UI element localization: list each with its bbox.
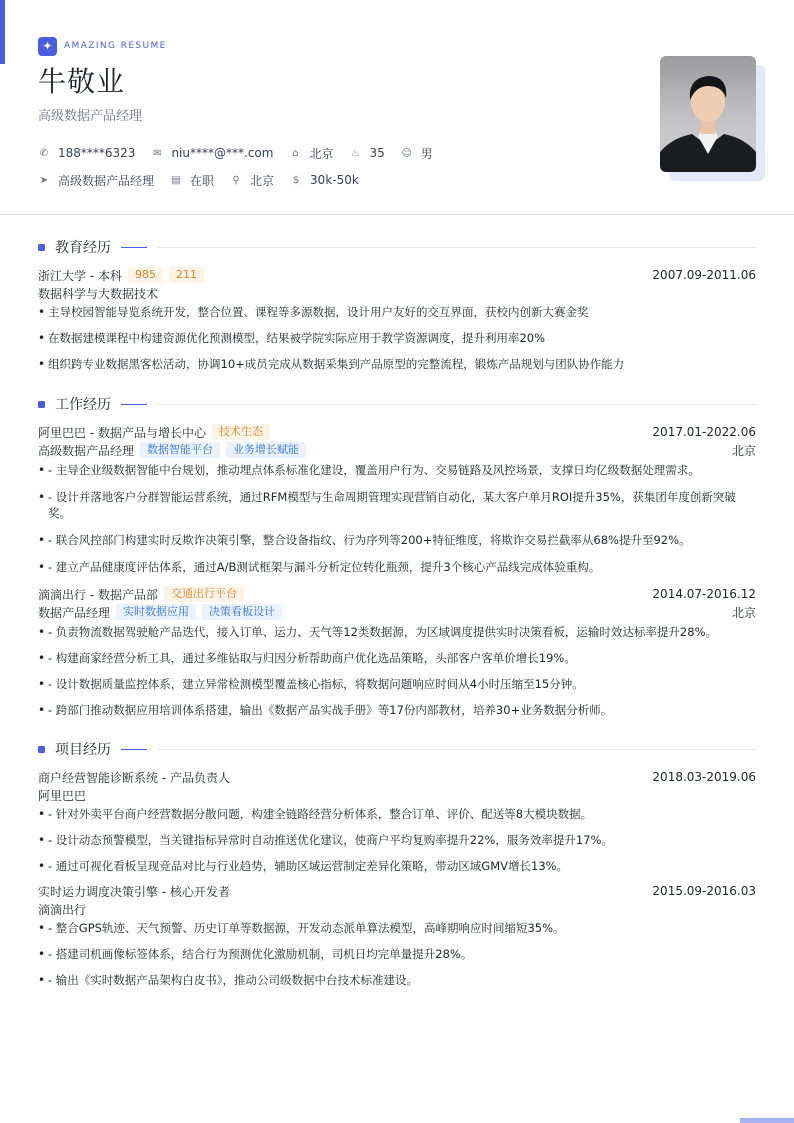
list-item: • - 建立产品健康度评估体系，通过A/B测试框架与漏斗分析定位转化瓶颈，提升3个核心产品线完成体验重构。 bbox=[38, 559, 756, 575]
target-position-item bbox=[38, 172, 154, 189]
gender-value: 男 bbox=[420, 146, 433, 161]
job-company-row bbox=[38, 585, 756, 603]
project-org: 阿里巴巴 bbox=[38, 788, 87, 803]
candidate-name: 牛敬业 bbox=[38, 65, 126, 98]
role-tag: 业务增长赋能 bbox=[226, 442, 306, 458]
list-item: • - 整合GPS轨迹、天气预警、历史订单等数据源，开发动态派单算法模型，高峰期响应时间缩短35%。 bbox=[38, 920, 756, 936]
candidate-title: 高级数据产品经理 bbox=[38, 109, 143, 124]
role-tag: 数据智能平台 bbox=[140, 442, 220, 458]
education-section-header bbox=[38, 237, 756, 257]
section-marker bbox=[38, 401, 45, 408]
contact-row bbox=[38, 144, 738, 162]
list-item: • - 构建商家经营分析工具，通过多维钻取与归因分析帮助商户优化选品策略，头部客户客单价增长19%。 bbox=[38, 650, 756, 666]
project-title: 商户经营智能诊断系统 - 产品负责人 bbox=[38, 770, 230, 785]
cake-icon: ♨ bbox=[350, 147, 360, 159]
job-role: 数据产品经理 bbox=[38, 605, 111, 620]
email-value: niu****@***.com bbox=[171, 146, 274, 160]
project-title: 实时运力调度决策引擎 - 核心开发者 bbox=[38, 884, 230, 899]
list-item: • - 输出《实时数据产品架构白皮书》，推动公司级数据中台技术标准建设。 bbox=[38, 972, 756, 988]
tag-211: 211 bbox=[169, 267, 204, 283]
list-item: • - 设计数据质量监控体系，建立异常检测模型覆盖核心指标，将数据问题响应时间从4小时压缩至15分钟。 bbox=[38, 676, 756, 692]
job-role-row bbox=[38, 441, 756, 459]
home-icon: ⌂ bbox=[292, 147, 299, 159]
gender-icon: ☺ bbox=[401, 147, 412, 159]
gender-item bbox=[401, 145, 433, 162]
job-date: 2017.01-2022.06 bbox=[652, 425, 756, 439]
job-location: 北京 bbox=[731, 605, 756, 620]
list-item: • - 搭建司机画像标签体系，结合行为预测优化激励机制，司机日均完单量提升28%。 bbox=[38, 946, 756, 962]
education-date: 2007.09-2011.06 bbox=[652, 268, 756, 282]
phone-item bbox=[38, 146, 135, 160]
status-value: 在职 bbox=[190, 173, 215, 188]
section-marker bbox=[38, 244, 45, 251]
company-tag: 技术生态 bbox=[212, 424, 270, 440]
inbox-icon: ▤ bbox=[171, 174, 181, 186]
email-item bbox=[151, 146, 273, 160]
project-title-row bbox=[38, 882, 756, 900]
education-bullets bbox=[38, 304, 756, 372]
brand bbox=[38, 36, 738, 56]
target-position-value: 高级数据产品经理 bbox=[58, 173, 155, 188]
section-rule bbox=[157, 247, 756, 248]
project-title-row bbox=[38, 768, 756, 786]
project-org-row bbox=[38, 900, 756, 918]
job-bullets bbox=[38, 624, 756, 718]
salary-item bbox=[290, 173, 359, 187]
education-school-row bbox=[38, 266, 756, 284]
section-marker bbox=[38, 746, 45, 753]
project-bullets bbox=[38, 806, 756, 874]
brand-text: AMAZING RESUME bbox=[64, 41, 167, 51]
sparkle-icon: ✦ bbox=[38, 37, 57, 56]
resume-header bbox=[38, 36, 738, 189]
list-item: • - 负责物流数据驾驶舱产品迭代，接入订单、运力、天气等12类数据源，为区域调度提供实时决策看板，运输时效达标率提升28%。 bbox=[38, 624, 756, 640]
section-title: 项目经历 bbox=[55, 742, 111, 758]
list-item: • - 联合风控部门构建实时反欺诈决策引擎，整合设备指纹、行为序列等200+特征维度，将欺诈交易拦截率从68%提升至92%。 bbox=[38, 532, 756, 548]
list-item: • 主导校园智能导览系统开发，整合位置、课程等多源数据，设计用户友好的交互界面，获校内创新大赛金奖 bbox=[38, 304, 756, 320]
header-divider bbox=[0, 214, 794, 215]
accent-rule bbox=[121, 404, 147, 405]
job-company: 阿里巴巴 - 数据产品与增长中心 bbox=[38, 425, 206, 440]
project-date: 2018.03-2019.06 bbox=[652, 770, 756, 784]
location-pin-icon: ⚲ bbox=[232, 174, 240, 186]
age-value: 35 bbox=[369, 146, 385, 160]
list-item: • - 跨部门推动数据应用培训体系搭建，输出《数据产品实战手册》等17份内部教材，培养30+业务数据分析师。 bbox=[38, 702, 756, 718]
left-accent-bar bbox=[0, 0, 5, 64]
job-company: 滴滴出行 - 数据产品部 bbox=[38, 587, 158, 602]
accent-rule bbox=[121, 749, 147, 750]
job-company-row bbox=[38, 423, 756, 441]
list-item: • - 设计动态预警模型，当关键指标异常时自动推送优化建议，使商户平均复购率提升22%，服务效率提升17%。 bbox=[38, 832, 756, 848]
job-date: 2014.07-2016.12 bbox=[652, 587, 756, 601]
mail-icon: ✉ bbox=[153, 147, 162, 159]
target-city-value: 北京 bbox=[250, 173, 275, 188]
education-major-row bbox=[38, 284, 756, 302]
project-org-row bbox=[38, 786, 756, 804]
bottom-accent-bar bbox=[740, 1118, 794, 1123]
tag-985: 985 bbox=[128, 267, 163, 283]
role-tag: 实时数据应用 bbox=[116, 604, 196, 620]
job-role-row bbox=[38, 603, 756, 621]
job-intent-row bbox=[38, 171, 738, 189]
role-tag: 决策看板设计 bbox=[202, 604, 282, 620]
job-role: 高级数据产品经理 bbox=[38, 443, 135, 458]
list-item: • - 设计并落地客户分群智能运营系统，通过RFM模型与生命周期管理实现营销自动化，某大客户单月ROI提升35%，获集团年度创新突破奖。 bbox=[38, 489, 756, 521]
list-item: • - 针对外卖平台商户经营数据分散问题，构建全链路经营分析体系，整合订单、评价、配送等8大模块数据。 bbox=[38, 806, 756, 822]
work-section-header bbox=[38, 394, 756, 414]
company-tag: 交通出行平台 bbox=[164, 586, 244, 602]
accent-rule bbox=[121, 247, 147, 248]
section-title: 工作经历 bbox=[55, 397, 111, 413]
salary-value: 30k-50k bbox=[310, 173, 359, 187]
project-date: 2015.09-2016.03 bbox=[652, 884, 756, 898]
major: 数据科学与大数据技术 bbox=[38, 286, 159, 301]
section-title: 教育经历 bbox=[55, 240, 111, 256]
salary-icon: $ bbox=[292, 174, 300, 186]
city-value: 北京 bbox=[309, 146, 334, 161]
list-item: • 组织跨专业数据黑客松活动，协调10+成员完成从数据采集到产品原型的完整流程，锻炼产品规划与团队协作能力 bbox=[38, 356, 756, 372]
send-icon: ➤ bbox=[39, 174, 49, 186]
target-city-item bbox=[230, 172, 274, 189]
phone-value: 188****6323 bbox=[58, 146, 136, 160]
project-org: 滴滴出行 bbox=[38, 902, 87, 917]
portrait-illustration bbox=[660, 56, 756, 172]
project-bullets bbox=[38, 920, 756, 988]
age-item bbox=[349, 146, 384, 160]
list-item: • - 通过可视化看板呈现竞品对比与行业趋势，辅助区域运营制定差异化策略，带动区域GMV增长13%。 bbox=[38, 858, 756, 874]
project-section-header bbox=[38, 739, 756, 759]
section-rule bbox=[157, 749, 756, 750]
phone-icon: ✆ bbox=[39, 147, 49, 159]
status-item bbox=[170, 172, 214, 189]
profile-photo bbox=[660, 56, 756, 172]
list-item: • 在数据建模课程中构建资源优化预测模型，结果被学院实际应用于教学资源调度，提升利用率20% bbox=[38, 330, 756, 346]
section-rule bbox=[157, 404, 756, 405]
city-item bbox=[289, 145, 333, 162]
job-bullets bbox=[38, 462, 756, 575]
job-location: 北京 bbox=[731, 443, 756, 458]
school-name: 浙江大学 - 本科 bbox=[38, 268, 122, 283]
list-item: • - 主导企业级数据智能中台规划，推动埋点体系标准化建设，覆盖用户行为、交易链路及风控场景，支撑日均亿级数据处理需求。 bbox=[38, 462, 756, 478]
